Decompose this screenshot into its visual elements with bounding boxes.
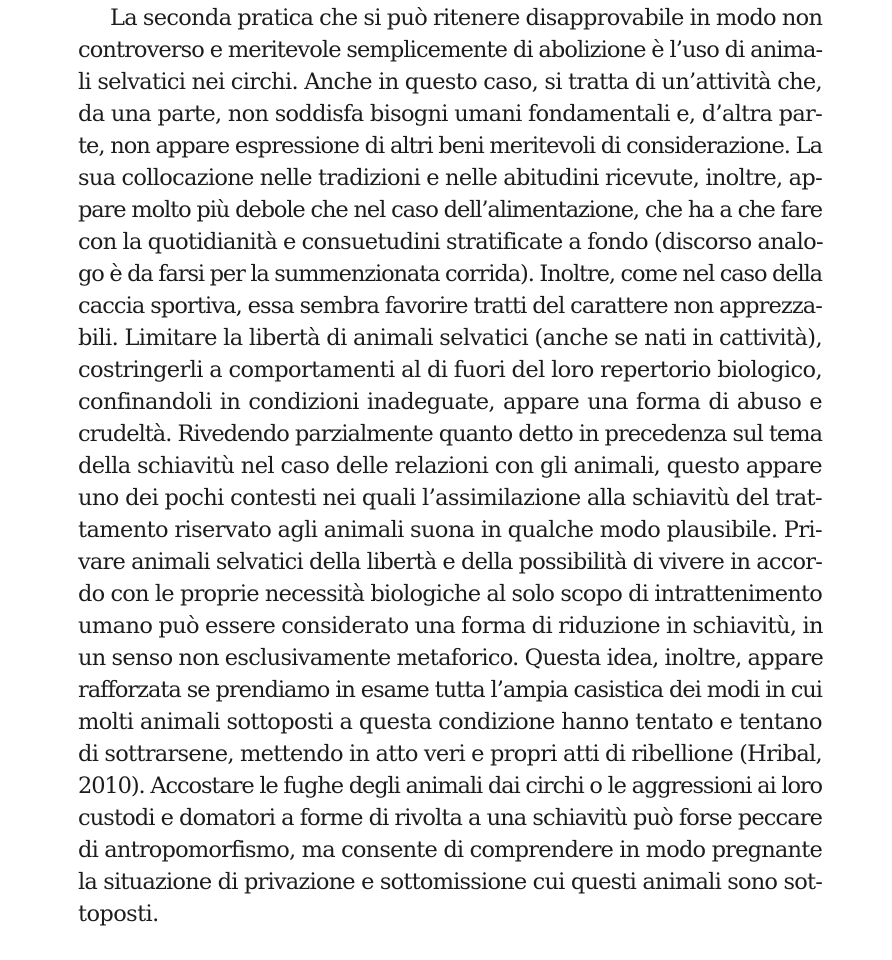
- text-line: do con le proprie necessità biologiche al solo scopo di intrattenimento: [78, 581, 822, 607]
- text-line: vare animali selvatici della libertà e della possibilità di vivere in accor-: [78, 549, 822, 575]
- text-line: uno dei pochi contesti nei quali l’assimilazione alla schiavitù del trat-: [78, 485, 822, 511]
- text-line: rafforzata se prendiamo in esame tutta l’ampia casistica dei modi in cui: [78, 677, 822, 703]
- text-line: controverso e meritevole semplicemente di abolizione è l’uso di anima-: [78, 37, 823, 63]
- text-line: di sottrarsene, mettendo in atto veri e propri atti di ribellione (Hribal,: [78, 741, 822, 767]
- text-line: crudeltà. Rivedendo parzialmente quanto detto in precedenza sul tema: [78, 421, 822, 447]
- text-line: di antropomorfismo, ma consente di comprendere in modo pregnante: [78, 837, 822, 863]
- text-line: go è da farsi per la summenzionata corrida). Inoltre, come nel caso della: [78, 261, 822, 287]
- text-line: te, non appare espressione di altri beni meritevoli di considerazione. La: [78, 133, 822, 159]
- text-line: molti animali sottoposti a questa condizione hanno tentato e tentano: [78, 709, 822, 735]
- text-line: con la quotidianità e consuetudini stratificate a fondo (discorso analo-: [78, 229, 823, 255]
- text-line: custodi e domatori a forme di rivolta a una schiavitù può forse peccare: [78, 805, 822, 831]
- text-line: costringerli a comportamenti al di fuori del loro repertorio biologico,: [78, 357, 822, 383]
- text-line: toposti.: [78, 901, 159, 927]
- text-line: della schiavitù nel caso delle relazioni con gli animali, questo appare: [78, 453, 822, 479]
- text-line: pare molto più debole che nel caso dell’alimentazione, che ha a che fare: [78, 197, 822, 223]
- text-line: da una parte, non soddisfa bisogni umani fondamentali e, d’altra par-: [78, 101, 822, 127]
- text-line: caccia sportiva, essa sembra favorire tratti del carattere non apprezza-: [78, 293, 822, 319]
- text-line: bili. Limitare la libertà di animali selvatici (anche se nati in cattività),: [78, 325, 822, 351]
- text-line: confinandoli in condizioni inadeguate, appare una forma di abuso e: [78, 389, 822, 415]
- text-line: sua collocazione nelle tradizioni e nelle abitudini ricevute, inoltre, ap-: [78, 165, 822, 191]
- text-line: un senso non esclusivamente metaforico. Questa idea, inoltre, appare: [78, 645, 824, 671]
- text-line: li selvatici nei circhi. Anche in questo caso, si tratta di un’attività che,: [78, 69, 822, 95]
- text-line: La seconda pratica che si può ritenere disapprovabile in modo non: [110, 5, 823, 31]
- text-line: tamento riservato agli animali suona in qualche modo plausibile. Pri-: [78, 517, 822, 543]
- text-line: umano può essere considerato una forma di riduzione in schiavitù, in: [78, 613, 823, 639]
- text-line: la situazione di privazione e sottomissione cui questi animali sono sot-: [78, 869, 822, 895]
- text-line: 2010). Accostare le fughe degli animali dai circhi o le aggressioni ai loro: [78, 773, 822, 799]
